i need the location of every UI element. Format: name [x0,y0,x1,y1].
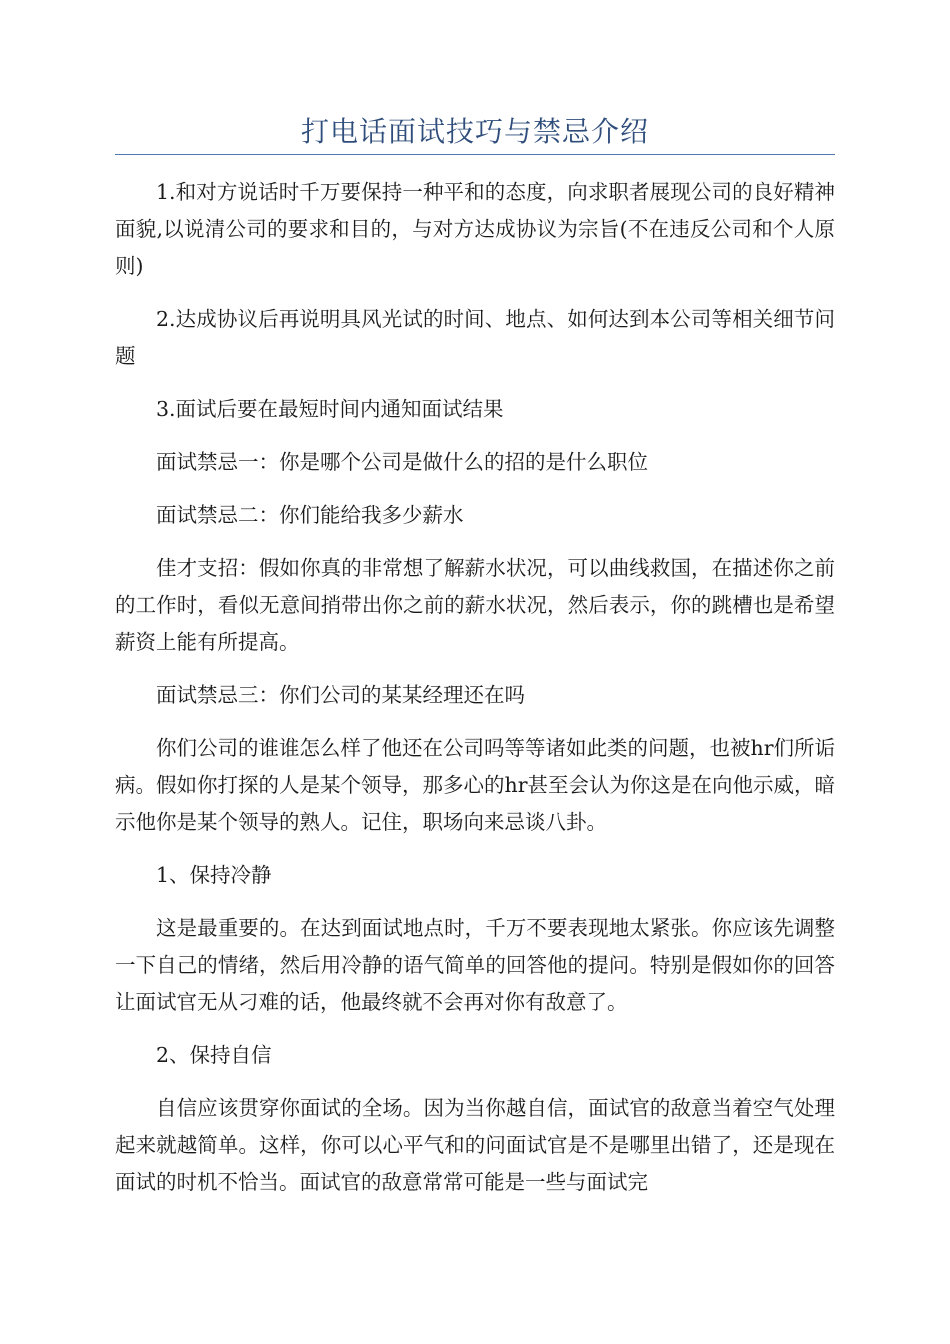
paragraph: 面试禁忌二：你们能给我多少薪水 [156,503,464,527]
paragraph: 自信应该贯穿你面试的全场。因为当你越自信，面试官的敌意当着空气处理起来就越简单。这样，你可以心平气和的问面试官是不是哪里出错了，还是现在面试的时机不恰当。面试官的敌意常常可能是一些与面试完 [115,1096,835,1194]
paragraph: 1.和对方说话时千万要保持一种平和的态度，向求职者展现公司的良好精神面貌,以说清公司的要求和目的，与对方达成协议为宗旨(不在违反公司和个人原则) [115,180,835,278]
document-title: 打电话面试技巧与禁忌介绍 [300,115,649,148]
title-underline [115,154,835,155]
paragraph: 面试禁忌一：你是哪个公司是做什么的招的是什么职位 [156,450,648,474]
paragraph: 2、保持自信 [156,1043,272,1067]
paragraph: 你们公司的谁谁怎么样了他还在公司吗等等诸如此类的问题，也被hr们所诟病。假如你打探的人是某个领导，那多心的hr甚至会认为你这是在向他示威，暗示他你是某个领导的熟人。记住，职场向来忌谈八卦。 [115,736,836,834]
paragraph: 这是最重要的。在达到面试地点时，千万不要表现地太紧张。你应该先调整一下自己的情绪，然后用冷静的语气简单的回答他的提问。特别是假如你的回答让面试官无从刁难的话，他最终就不会再对你有敌意了。 [115,916,835,1014]
paragraph: 佳才支招：假如你真的非常想了解薪水状况，可以曲线救国，在描述你之前的工作时，看似无意间捎带出你之前的薪水状况，然后表示，你的跳槽也是希望薪资上能有所提高。 [115,556,835,654]
document-body [115,174,835,1217]
paragraph: 3.面试后要在最短时间内通知面试结果 [156,397,504,421]
paragraph: 面试禁忌三：你们公司的某某经理还在吗 [156,683,525,707]
paragraph: 1、保持冷静 [156,863,272,887]
paragraph: 2.达成协议后再说明具风光试的时间、地点、如何达到本公司等相关细节问题 [115,307,835,368]
